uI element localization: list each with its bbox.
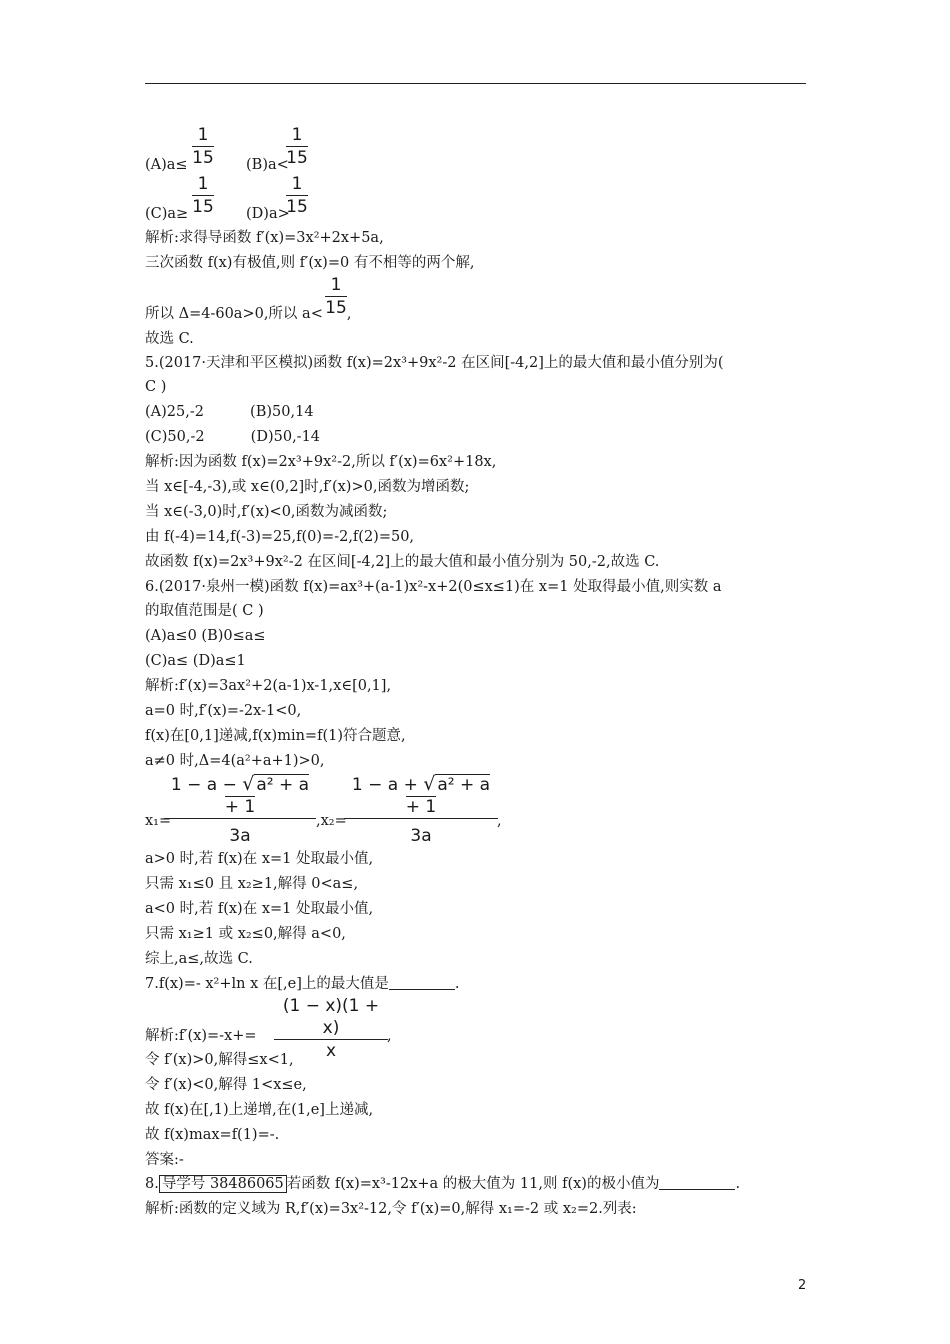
options-5-ab: (A)25,-2 (B)50,14 xyxy=(145,404,314,420)
options-6-cd: (C)a≤ (D)a≤1 xyxy=(145,653,246,669)
solution-line: 只需 x₁≥1 或 x₂≤0,解得 a<0, xyxy=(145,926,346,942)
header-rule xyxy=(145,83,806,84)
question-6: 6.(2017·泉州一模)函数 f(x)=ax³+(a-1)x²-x+2(0≤x≤1)在 x=1 处取得最小值,则实数 a xyxy=(145,579,722,595)
solution-line: 故 f(x)在[,1)上递增,在(1,e]上递减, xyxy=(145,1102,374,1118)
solution-line: 令 f′(x)>0,解得≤x<1, xyxy=(145,1052,294,1068)
x1-label: x₁= xyxy=(145,813,172,829)
fraction: $\frac{1}{15}$ xyxy=(325,275,347,318)
solution-line: a≠0 时,Δ=4(a²+a+1)>0, xyxy=(145,753,325,769)
option-d4: (D)a> xyxy=(246,206,290,222)
answer-line: 答案:- xyxy=(145,1152,184,1168)
question-7: 7.f(x)=- x²+ln x 在[,e]上的最大值是 . xyxy=(145,976,460,992)
question-8: 8. 导学号 38486065 若函数 f(x)=x³-12x+a 的极大值为 11,则 f(x)的极小值为 . xyxy=(145,1176,741,1192)
solution-line: a=0 时,f′(x)=-2x-1<0, xyxy=(145,703,302,719)
question-5: 5.(2017·天津和平区模拟)函数 f(x)=2x³+9x²-2 在区间[-4,2]上的最大值和最小值分别为( xyxy=(145,355,724,371)
solution-line: 由 f(-4)=14,f(-3)=25,f(0)=-2,f(2)=50, xyxy=(145,529,415,545)
solution-line: 解析:求得导函数 f′(x)=3x²+2x+5a, xyxy=(145,230,384,246)
solution-line: 故选 C. xyxy=(145,331,194,347)
fraction: $\frac{1}{15}$ xyxy=(192,174,214,217)
solution-line: 解析:f′(x)=-x+= xyxy=(145,1028,257,1044)
solution-line: 综上,a≤,故选 C. xyxy=(145,951,253,967)
solution-line: 故 f(x)max=f(1)=-. xyxy=(145,1127,280,1143)
solution-line: 解析:函数的定义域为 R,f′(x)=3x²-12,令 f′(x)=0,解得 x₁=-2 或 x₂=2.列表: xyxy=(145,1201,637,1217)
fraction-x1: $\frac{\text{1 − a − √ a² + a + 1}}{3a}$ xyxy=(164,773,316,847)
solution-line: 只需 x₁≤0 且 x₂≥1,解得 0<a≤, xyxy=(145,876,359,892)
option-a4: (A)a≤ xyxy=(145,157,188,173)
fraction: $\frac{1}{15}$ xyxy=(192,125,214,168)
solution-line: 当 x∈(-3,0)时,f′(x)<0,函数为减函数; xyxy=(145,504,388,520)
options-5-cd: (C)50,-2 (D)50,-14 xyxy=(145,429,321,445)
comma: , xyxy=(387,1028,392,1044)
solution-line: 所以 Δ=4-60a>0,所以 a< , xyxy=(145,306,352,322)
solution-line: a<0 时,若 f(x)在 x=1 处取最小值, xyxy=(145,901,374,917)
guide-number-box: 导学号 38486065 xyxy=(159,1175,287,1193)
option-b4: (B)a< xyxy=(246,157,289,173)
solution-line: 解析:f′(x)=3ax²+2(a-1)x-1,x∈[0,1], xyxy=(145,678,392,694)
solution-line: 三次函数 f(x)有极值,则 f′(x)=0 有不相等的两个解, xyxy=(145,255,475,271)
solution-line: a>0 时,若 f(x)在 x=1 处取最小值, xyxy=(145,851,374,867)
page-number: 2 xyxy=(798,1278,807,1293)
options-6-ab: (A)a≤0 (B)0≤a≤ xyxy=(145,628,266,644)
fraction-x2: $\frac{\text{1 − a + √ a² + a + 1}}{3a}$ xyxy=(344,773,498,847)
option-c4: (C)a≥ xyxy=(145,206,189,222)
question-6-cont: 的取值范围是( C ) xyxy=(145,603,264,619)
solution-line: 解析:因为函数 f(x)=2x³+9x²-2,所以 f′(x)=6x²+18x, xyxy=(145,454,497,470)
solution-line: 令 f′(x)<0,解得 1<x≤e, xyxy=(145,1077,307,1093)
question-5-answer: C ) xyxy=(145,379,167,395)
x2-label: ,x₂= xyxy=(316,813,347,829)
solution-line: f(x)在[0,1]递减,f(x)min=f(1)符合题意, xyxy=(145,728,406,744)
fraction: $\frac{1}{15}$ xyxy=(286,125,308,168)
solution-line: 当 x∈[-4,-3),或 x∈(0,2]时,f′(x)>0,函数为增函数; xyxy=(145,479,470,495)
fraction: $\frac{1}{15}$ xyxy=(286,174,308,217)
solution-line: 故函数 f(x)=2x³+9x²-2 在区间[-4,2]上的最大值和最小值分别为 50,-2,故选 C. xyxy=(145,554,660,570)
comma: , xyxy=(497,813,502,829)
fraction-7: $\frac{(1 - x)(1 + x)}{x}$ xyxy=(274,995,388,1062)
